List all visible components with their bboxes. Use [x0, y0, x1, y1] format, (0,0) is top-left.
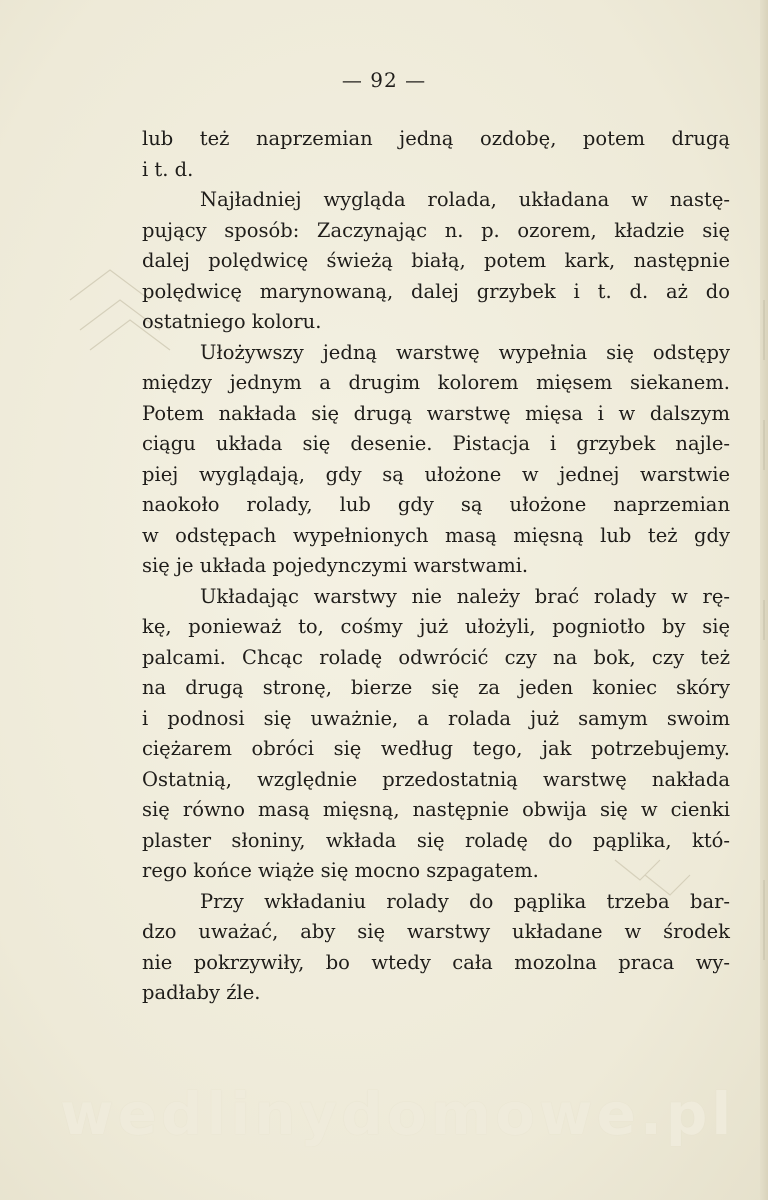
text-line: ciągu układa się desenie. Pistacja i grzybek najle- — [142, 432, 730, 455]
page-number: — 92 — — [341, 68, 427, 92]
text-line: dalej polędwicę świeżą białą, potem kark, następnie — [142, 249, 730, 272]
text-line: polędwicę marynowaną, dalej grzybek i t. d. aż do — [142, 279, 730, 303]
text-line: dzo uważać, aby się warstwy układane w środek — [142, 920, 730, 943]
text-line: i podnosi się uważnie, a rolada już samym swoim — [142, 706, 730, 730]
text-line: kę, ponieważ to, cośmy już ułożyli, pogniotło by się — [142, 615, 730, 638]
text-line: na drugą stronę, bierze się za jeden koniec skóry — [142, 676, 730, 699]
text-line: Potem nakłada się drugą warstwę mięsa i w dalszym — [142, 401, 730, 425]
text-line: palcami. Chcąc roladę odwrócić czy na bok, czy też — [142, 645, 730, 669]
text-line: się równo masą mięsną, następnie obwija się w cienki — [142, 798, 730, 821]
text-line: się je układa pojedynczymi warstwami. — [142, 554, 529, 577]
text-line: między jednym a drugim kolorem mięsem siekanem. — [142, 371, 730, 394]
text-line: Najładniej wygląda rolada, układana w nastę- — [200, 188, 730, 211]
text-line: padłaby źle. — [142, 981, 261, 1004]
text-line: Ułożywszy jedną warstwę wypełnia się odstępy — [200, 340, 730, 364]
text-line: rego końce wiąże się mocno szpagatem. — [142, 859, 539, 882]
text-line: lub też naprzemian jedną ozdobę, potem drugą — [142, 127, 730, 150]
text-line: Ostatnią, względnie przedostatnią warstwę nakłada — [142, 767, 730, 791]
text-line: Układając warstwy nie należy brać rolady w rę- — [200, 584, 730, 608]
body-text — [142, 124, 730, 1009]
text-line: ostatniego koloru. — [142, 310, 322, 333]
text-line: w odstępach wypełnionych masą mięsną lub też gdy — [142, 523, 730, 547]
text-line: piej wyglądają, gdy są ułożone w jednej warstwie — [142, 462, 730, 486]
watermark: wedlinydomowe.pl — [60, 1080, 736, 1148]
text-line: pujący sposób: Zaczynając n. p. ozorem, kładzie się — [142, 218, 730, 242]
text-line: naokoło rolady, lub gdy są ułożone naprzemian — [142, 493, 730, 516]
text-line: nie pokrzywiły, bo wtedy cała mozolna praca wy- — [142, 950, 730, 974]
text-line: Przy wkładaniu rolady do pąplika trzeba bar- — [200, 889, 730, 913]
text-line: i t. d. — [142, 157, 194, 181]
text-line: plaster słoniny, wkłada się roladę do pąplika, któ- — [142, 828, 730, 852]
text-line: ciężarem obróci się według tego, jak potrzebujemy. — [142, 737, 730, 760]
